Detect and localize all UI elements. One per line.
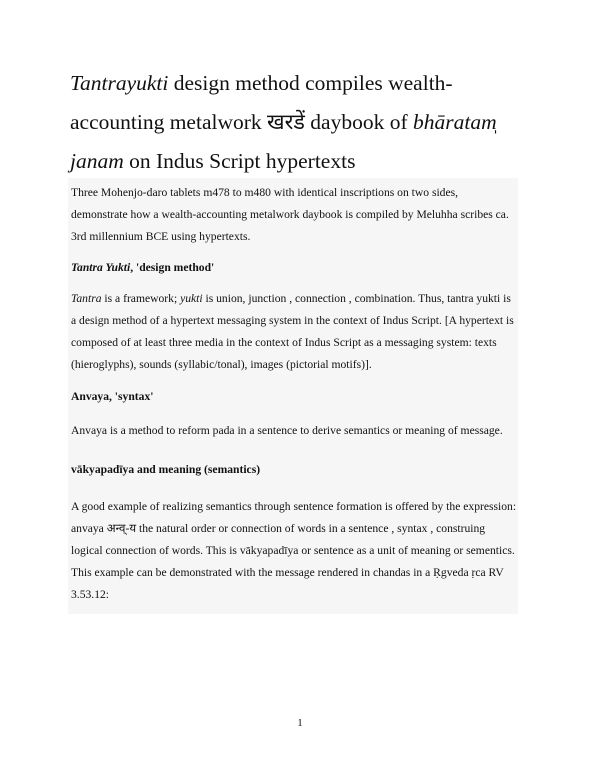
title-text-1: design method compiles wealth-accounting metalwork <box>70 71 453 134</box>
section-heading-anvaya: Anvaya, 'syntax' <box>71 390 154 403</box>
italic-yukti: yukti <box>180 292 203 305</box>
page-title <box>70 64 540 181</box>
paragraph-tantra-yukti <box>71 288 517 376</box>
title-text-3: on Indus Script hypertexts <box>123 149 356 173</box>
section-heading-tantra-yukti <box>71 257 517 279</box>
para-tantra-text-b: is union, junction , connection , combination. Thus, tantra yukti is a design method of a hypertext messaging system in the context of Indus Script. [A hypertext is composed of at least three media in the context of Indus Script as a messaging system: texts (hieroglyphs), sounds (syllabic/tonal), images (pictorial motifs)]. <box>71 292 514 371</box>
paragraph-anvaya: Anvaya is a method to reform pada in a sentence to derive semantics or meaning of message. <box>71 424 503 437</box>
title-devanagari: खरडें <box>267 110 305 134</box>
title-italic-tantrayukti: Tantrayukti <box>70 71 169 95</box>
para-tantra-text-a: is a framework; <box>101 292 181 305</box>
page-number: 1 <box>297 717 303 729</box>
heading-italic-tantra-yukti: Tantra Yukti <box>71 261 131 274</box>
paragraph-vakyapadiya: A good example of realizing semantics through sentence formation is offered by the expression: anvaya अन्व्-य the natural order or connection of words in a sentence , syntax , construing logical connection of words. This is vākyapadīya or sentence as a unit of meaning or sementics. This example can be demonstrated with the message rendered in chandas in a Ṛgveda ṛca RV 3.53.12: <box>71 500 517 601</box>
italic-tantra: Tantra <box>71 292 102 305</box>
heading-text-design-method: , 'design method' <box>130 261 215 274</box>
section-heading-vakyapadiya: vākyapadīya and meaning (semantics) <box>71 463 261 476</box>
intro-paragraph: Three Mohenjo-daro tablets m478 to m480 with identical inscriptions on two sides, demonstrate how a wealth-accounting metalwork daybook is compiled by Meluhha scribes ca. 3rd millennium BCE using hypertexts. <box>71 186 509 243</box>
title-italic-bharatam: bhāratam̩ janam <box>70 110 497 173</box>
title-text-2: daybook of <box>304 110 413 134</box>
body-text-area <box>68 178 518 614</box>
